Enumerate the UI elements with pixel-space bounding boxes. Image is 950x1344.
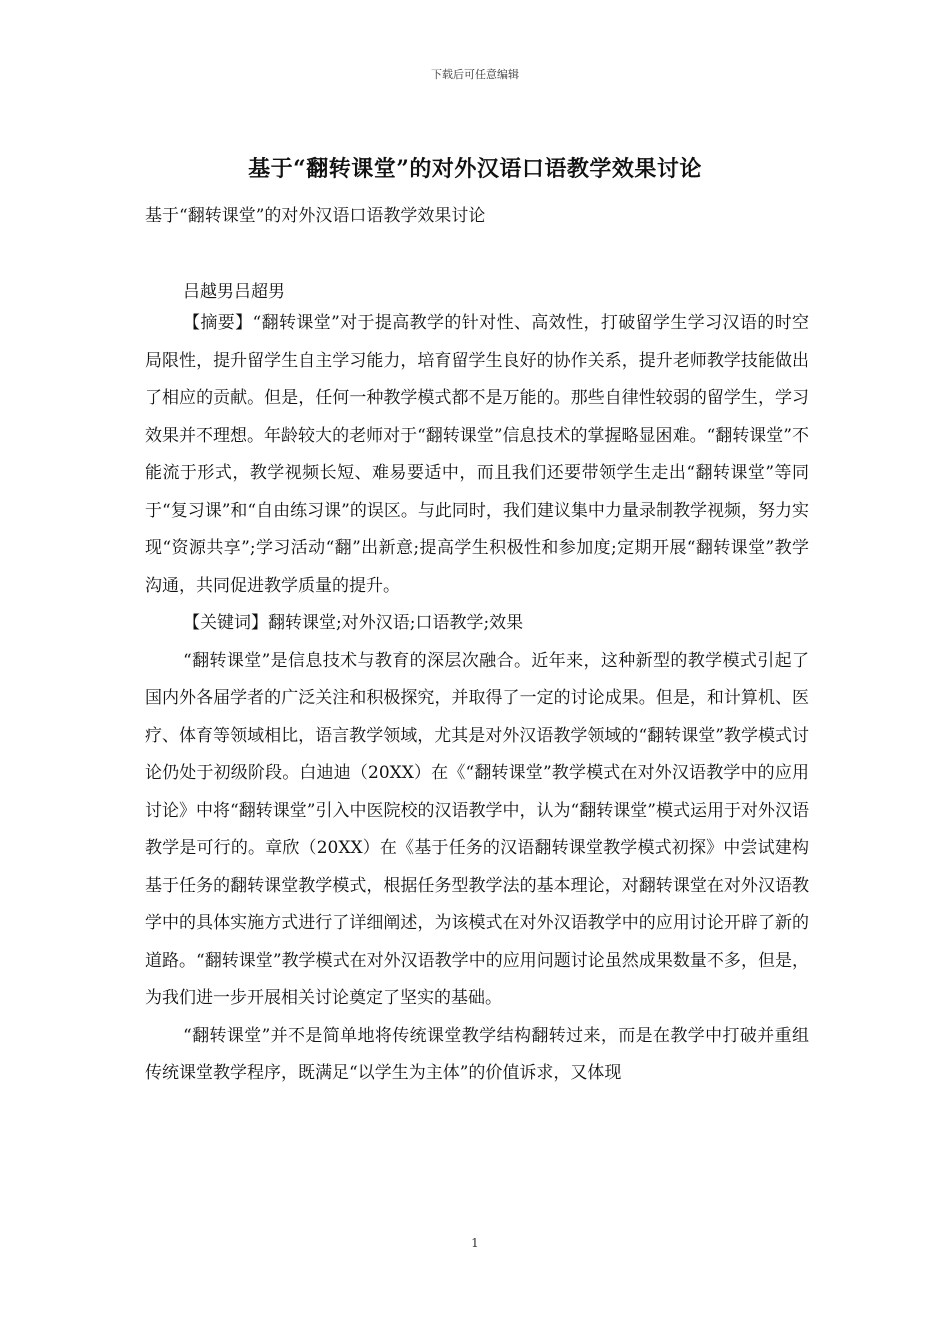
page-header-note: 下载后可任意编辑 (431, 68, 519, 81)
keywords-paragraph: 【关键词】翻转课堂;对外汉语;口语教学;效果 (183, 613, 524, 633)
document-subtitle: 基于“翻转课堂”的对外汉语口语教学效果讨论 (145, 206, 486, 226)
document-title: 基于“翻转课堂”的对外汉语口语教学效果讨论 (248, 156, 702, 182)
page-number: 1 (471, 1236, 479, 1250)
document-body (145, 305, 809, 1093)
abstract-paragraph: 【摘要】“翻转课堂”对于提高教学的针对性、高效性，打破留学生学习汉语的时空局限性，提升留学生自主学习能力，培育留学生良好的协作关系，提升老师教学技能做出了相应的贡献。但是，任何一种教学模式都不是万能的。那些自律性较弱的留学生，学习效果并不理想。年龄较大的老师对于“翻转课堂”信息技术的掌握略显困难。“翻转课堂”不能流于形式，教学视频长短、难易要适中，而且我们还要带领学生走出“翻转课堂”等同于“复习课”和“自由练习课”的误区。与此同时，我们建议集中力量录制教学视频，努力实现“资源共享”;学习活动“翻”出新意;提高学生积极性和参加度;定期开展“翻转课堂”教学沟通，共同促进教学质量的提升。 (145, 313, 809, 596)
authors: 吕越男吕超男 (183, 282, 285, 302)
body-paragraph: “翻转课堂”是信息技术与教育的深层次融合。近年来，这种新型的教学模式引起了国内外各届学者的广泛关注和积极探究，并取得了一定的讨论成果。但是，和计算机、医疗、体育等领域相比，语言教学领域，尤其是对外汉语教学领域的“翻转课堂”教学模式讨论仍处于初级阶段。白迪迪（20XX）在《“翻转课堂”教学模式在对外汉语教学中的应用讨论》中将“翻转课堂”引入中医院校的汉语教学中，认为“翻转课堂”模式运用于对外汉语教学是可行的。章欣（20XX）在《基于任务的汉语翻转课堂教学模式初探》中尝试建构基于任务的翻转课堂教学模式，根据任务型教学法的基本理论，对翻转课堂在对外汉语教学中的具体实施方式进行了详细阐述，为该模式在对外汉语教学中的应用讨论开辟了新的道路。“翻转课堂”教学模式在对外汉语教学中的应用问题讨论虽然成果数量不多，但是，为我们进一步开展相关讨论奠定了坚实的基础。 (145, 650, 809, 1008)
body-paragraph: “翻转课堂”并不是简单地将传统课堂教学结构翻转过来，而是在教学中打破并重组传统课堂教学程序，既满足“以学生为主体”的价值诉求，又体现 (145, 1025, 809, 1083)
